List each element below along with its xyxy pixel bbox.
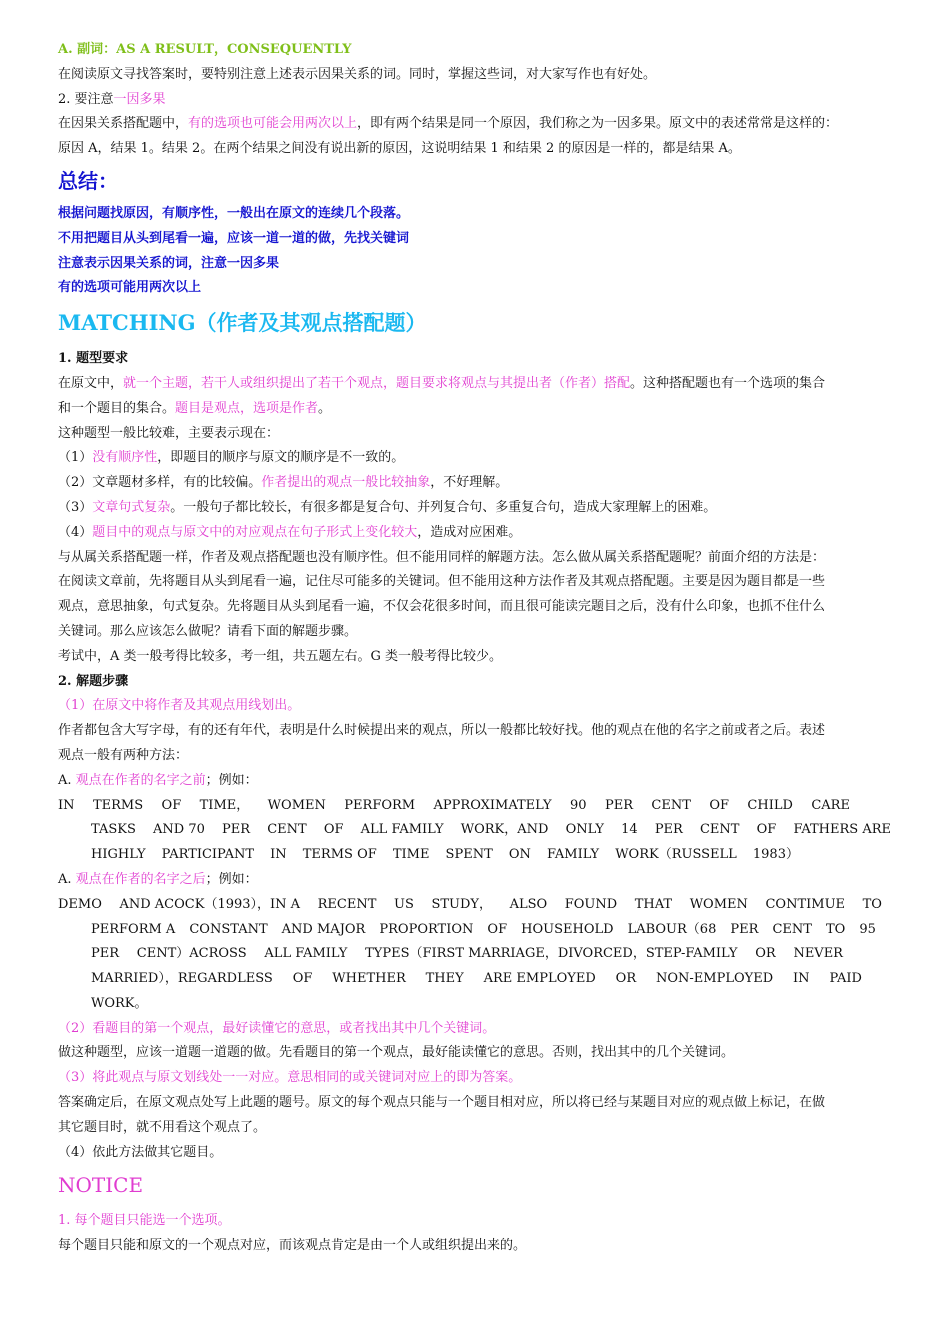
example-word: OF xyxy=(323,822,344,838)
example-word: HOUSEHOLD xyxy=(521,921,614,937)
example-word: ONLY xyxy=(565,822,604,838)
step-heading: （1）在原文中将作者及其观点用线划出。 xyxy=(58,698,301,714)
example-word: SPENT xyxy=(445,847,493,863)
text: ；例如： xyxy=(205,871,258,887)
example-word: CENT xyxy=(267,822,307,838)
example-word: DEMO xyxy=(58,896,102,912)
example-word: CHILD xyxy=(747,797,793,813)
example-word: OR xyxy=(615,971,637,987)
example-word: WOMEN xyxy=(267,797,326,813)
paragraph: 观点一般有两种方法： xyxy=(58,747,189,763)
highlight-text: 没有顺序性 xyxy=(92,450,158,466)
text: 。一般句子都比较长，有很多都是复合句、并列复合句、多重复合句，造成大家理解上的困难。 xyxy=(170,499,717,515)
paragraph: 每个题目只能和原文的一个观点对应，而该观点肯定是由一个人或组织提出来的。 xyxy=(58,1238,527,1254)
example-row xyxy=(91,843,799,868)
example-word: TASKS xyxy=(91,822,136,838)
example-word: CARE xyxy=(811,797,850,813)
example-word: ON xyxy=(508,847,531,863)
example-word: PROPORTION xyxy=(379,921,474,937)
paragraph xyxy=(58,112,908,137)
paragraph: 关键词。那么应该怎么做呢？请看下面的解题步骤。 xyxy=(58,623,358,639)
example-row xyxy=(91,818,891,843)
text: 。这种搭配题也有一个选项的集合 xyxy=(630,375,826,391)
example-word: ALSO xyxy=(509,896,548,912)
example-word: TIME xyxy=(392,847,430,863)
example-word: PER xyxy=(604,797,633,813)
text: （2）文章题材多样，有的比较偏。 xyxy=(58,475,262,491)
example-word: ALL FAMILY xyxy=(360,822,444,838)
example-word: OF xyxy=(292,971,313,987)
example-word: 90 xyxy=(569,797,587,813)
highlight-text: 文章句式复杂 xyxy=(92,499,171,515)
example-word: WHETHER xyxy=(332,971,406,987)
example-word: IN xyxy=(58,797,75,813)
paragraph: 观点，意思抽象，句式复杂。先将题目从头到尾看一遍，不仅会花很多时间，而且很可能读完题目之后，没有什么印象，也抓不住什么 xyxy=(58,599,826,615)
example-word: CENT xyxy=(651,797,691,813)
paragraph: 其它题目时，就不用看这个观点了。 xyxy=(58,1119,267,1135)
example-word: FOUND xyxy=(564,896,618,912)
example-word: OF xyxy=(487,921,508,937)
paragraph: 这种题型一般比较难，主要表示现在： xyxy=(58,425,280,441)
highlight-text: 题目中的观点与原文中的对应观点在句子形式上变化较大 xyxy=(92,524,418,540)
example-word: AND ACOCK（1993），IN A xyxy=(119,896,301,912)
example-word: PER xyxy=(222,822,251,838)
list-item xyxy=(58,868,908,893)
example-word: 14 xyxy=(621,822,638,838)
summary-line: 不用把题目从头到尾看一遍，应该一道一道的做，先找关键词 xyxy=(58,230,410,246)
example-word: ARE EMPLOYED xyxy=(483,971,596,987)
example-word: CENT）ACROSS xyxy=(136,946,247,962)
list-item xyxy=(58,471,908,496)
list-item xyxy=(58,521,908,546)
example-word: PER xyxy=(91,946,120,962)
adverb-heading: A. 副词：AS A RESULT，CONSEQUENTLY xyxy=(58,42,352,57)
example-word: IN xyxy=(270,847,287,863)
numbered-item xyxy=(58,88,908,113)
highlight-text: 作者提出的观点一般比较抽象 xyxy=(261,475,431,491)
example-word: TO xyxy=(825,921,846,937)
paragraph: 在阅读文章前，先将题目从头到尾看一遍，记住尽可能多的关键词。但不能用这种方法作者及其观点搭配题。主要是因为题目都是一些 xyxy=(58,574,826,590)
paragraph xyxy=(58,372,908,397)
text: ；例如： xyxy=(205,772,258,788)
example-word: LABOUR（68 xyxy=(627,921,717,937)
example-word: PAID xyxy=(829,971,862,987)
example-word: FATHERS ARE xyxy=(793,822,891,838)
example-word: STUDY， xyxy=(431,896,492,912)
step-heading: （3）将此观点与原文划线处一一对应。意思相同的或关键词对应上的即为答案。 xyxy=(58,1070,522,1086)
paragraph xyxy=(58,397,908,422)
example-word: PER xyxy=(654,822,683,838)
paragraph: 答案确定后，在原文观点处写上此题的题号。原文的每个观点只能与一个题目相对应，所以将已经与某题目对应的观点做上标记，在做 xyxy=(58,1095,826,1111)
example-word: TYPES（FIRST MARRIAGE，DIVORCED，STEP-FAMILY xyxy=(365,946,738,962)
example-word: PARTICIPANT xyxy=(161,847,255,863)
text: 在因果关系搭配题中， xyxy=(58,116,189,132)
example-word: NEVER xyxy=(793,946,843,962)
example-row xyxy=(58,893,882,918)
paragraph: 作者都包含大写字母，有的还有年代，表明是什么时候提出来的观点，所以一般都比较好找。他的观点在他的名字之前或者之后。表述 xyxy=(58,723,826,739)
paragraph: 与从属关系搭配题一样，作者及观点搭配题也没有顺序性。但不能用同样的解题方法。怎么做从属关系搭配题呢？前面介绍的方法是： xyxy=(58,549,826,565)
example-word: US xyxy=(393,896,414,912)
example-word: WOMEN xyxy=(689,896,748,912)
example-row xyxy=(91,967,862,992)
text: ，即有两个结果是同一个原因，我们称之为一因多果。原文中的表述常常是这样的： xyxy=(357,116,839,132)
paragraph: 做这种题型，应该一道题一道题的做。先看题目的第一个观点，最好能读懂它的意思。否则，找出其中的几个关键词。 xyxy=(58,1045,735,1061)
text: （3） xyxy=(58,499,93,515)
example-row xyxy=(58,794,850,819)
example-word: TIME， xyxy=(199,797,250,813)
text: 和一个题目的集合。 xyxy=(58,400,176,416)
text: ，造成对应困难。 xyxy=(417,524,522,540)
example-word: 95 xyxy=(859,921,876,937)
highlight-text: 观点在作者的名字之后 xyxy=(75,871,206,887)
text: 。 xyxy=(318,400,332,416)
example-word: PERFORM A xyxy=(91,921,176,937)
matching-heading: MATCHING（作者及其观点搭配题） xyxy=(58,310,427,336)
section-heading: 2. 解题步骤 xyxy=(58,673,129,689)
example-word: TERMS xyxy=(92,797,144,813)
example-word: APPROXIMATELY xyxy=(433,797,552,813)
example-word: OF xyxy=(756,822,777,838)
list-item xyxy=(58,446,908,471)
summary-heading: 总结： xyxy=(58,168,118,193)
example-word: MARRIED），REGARDLESS xyxy=(91,971,273,987)
item-number: A. xyxy=(58,871,76,887)
highlight-text: 题目是观点，选项是作者 xyxy=(175,400,319,416)
numbered-item: 1. 每个题目只能选一个选项。 xyxy=(58,1213,231,1229)
example-row xyxy=(91,918,876,943)
highlight-text: 就一个主题，若干人或组织提出了若干个观点，题目要求将观点与其提出者（作者）搭配 xyxy=(123,375,631,391)
highlight-text: 有的选项也可能会用两次以上 xyxy=(188,116,358,132)
text: ，不好理解。 xyxy=(430,475,509,491)
example-word: CENT xyxy=(772,921,812,937)
item-number: 2. 要注意 xyxy=(58,91,114,107)
text: （4） xyxy=(58,524,93,540)
example-word: PER xyxy=(730,921,759,937)
example-word: WORK（RUSSELL xyxy=(615,847,737,863)
example-word: OF xyxy=(709,797,729,813)
paragraph: （4）依此方法做其它题目。 xyxy=(58,1144,223,1160)
summary-line: 有的选项可能用两次以上 xyxy=(58,280,202,296)
example-word: TERMS OF xyxy=(302,847,377,863)
example-word: CENT xyxy=(699,822,740,838)
example-word: AND MAJOR xyxy=(281,921,366,937)
highlight-text: 观点在作者的名字之前 xyxy=(75,772,206,788)
example-row xyxy=(91,942,843,967)
item-number: A. xyxy=(58,772,76,788)
list-item xyxy=(58,496,908,521)
example-word: ALL FAMILY xyxy=(264,946,348,962)
paragraph: 考试中，A 类一般考得比较多，考一组，共五题左右。G 类一般考得比较少。 xyxy=(58,648,503,664)
summary-line: 根据问题找原因，有顺序性，一般出在原文的连续几个段落。 xyxy=(58,205,410,221)
example-word: PERFORM xyxy=(344,797,416,813)
summary-line: 注意表示因果关系的词，注意一因多果 xyxy=(58,255,280,271)
paragraph: 在阅读原文寻找答案时，要特别注意上述表示因果关系的词。同时，掌握这些词，对大家写作也有好处。 xyxy=(58,66,657,82)
list-item xyxy=(58,769,908,794)
text: 在原文中， xyxy=(58,375,124,391)
section-heading: 1. 题型要求 xyxy=(58,351,129,367)
example-word: RECENT xyxy=(317,896,377,912)
example-word: THAT xyxy=(634,896,673,912)
example-word: OR xyxy=(755,946,776,962)
example-word: TO xyxy=(862,896,882,912)
example-word: HIGHLY xyxy=(91,847,146,863)
highlight-text: 一因多果 xyxy=(113,91,166,107)
example-word: FAMILY xyxy=(546,847,600,863)
paragraph: 原因 A，结果 1。结果 2。在两个结果之间没有说出新的原因，这说明结果 1 和结果 2 的原因是一样的，都是结果 A。 xyxy=(58,141,741,157)
text: ，即题目的顺序与原文的顺序是不一致的。 xyxy=(157,450,405,466)
document-page xyxy=(58,38,908,1259)
example-word: 1983） xyxy=(752,847,799,863)
example-word: AND 70 xyxy=(153,822,205,838)
example-word: CONTIMUE xyxy=(765,896,846,912)
text: （1） xyxy=(58,450,93,466)
example-word: IN xyxy=(793,971,810,987)
example-word: WORK，AND xyxy=(460,822,549,838)
example-row: WORK。 xyxy=(91,995,148,1011)
example-word: OF xyxy=(161,797,182,813)
step-heading: （2）看题目的第一个观点，最好读懂它的意思，或者找出其中几个关键词。 xyxy=(58,1020,496,1036)
example-word: CONSTANT xyxy=(189,921,268,937)
example-word: NON-EMPLOYED xyxy=(656,971,774,987)
notice-heading: NOTICE xyxy=(58,1173,144,1198)
example-word: THEY xyxy=(425,971,464,987)
